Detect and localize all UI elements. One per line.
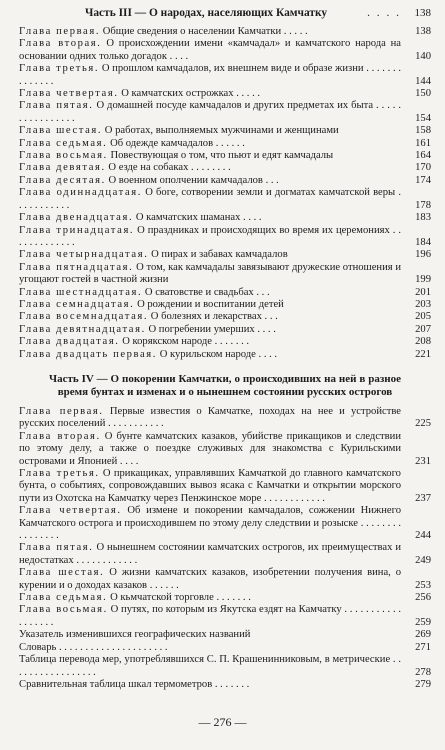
part-4-entries [19, 406, 431, 691]
toc-entry-page: 259 [415, 616, 431, 628]
toc-entry-page: 178 [415, 199, 431, 211]
toc-entry-page: 208 [415, 336, 431, 348]
toc-entry-title [19, 63, 401, 88]
toc-entry-title [19, 88, 401, 100]
chapter-title: Указатель изменившихся географических названий [19, 629, 251, 641]
toc-entry-title [19, 324, 401, 336]
chapter-title: Сравнительная таблица шкал термометров . . . . . . . [19, 678, 250, 690]
toc-entry-page: 271 [415, 641, 431, 653]
toc-entry-page: 203 [415, 298, 431, 310]
chapter-title: Словарь . . . . . . . . . . . . . . . . . . . . . [19, 641, 168, 653]
toc-entry [19, 324, 431, 336]
toc-entry-page: 170 [415, 162, 431, 174]
toc-entry-page: 174 [415, 174, 431, 186]
toc-entry-page: 183 [415, 212, 431, 224]
chapter-title: О военном ополчении камчадалов . . . [108, 174, 279, 186]
part-3-entries [19, 26, 431, 361]
toc-entry [19, 150, 431, 162]
toc-entry [19, 642, 431, 654]
toc-entry-title [19, 212, 401, 224]
chapter-title: О прошлом камчадалов, их внешнем виде и образе жизни . . . . . . . . . . . . . . [19, 63, 401, 87]
toc-entry [19, 287, 431, 299]
part-4-title: Часть IV — О покорении Камчатки, о происходивших на ней в разное время бунтах и изменах и о нынешнем состоянии русских острогов [49, 372, 401, 399]
toc-entry-title [19, 349, 401, 361]
toc-entry [19, 336, 431, 348]
chapter-label: Глава вторая. [19, 430, 101, 442]
toc-entry [19, 406, 431, 431]
chapter-title: О работах, выполняемых мужчинами и женщинами [104, 125, 339, 137]
chapter-label: Глава вторая. [19, 38, 102, 50]
chapter-title: О курильском народе . . . . [159, 348, 278, 360]
toc-entry [19, 542, 431, 567]
toc-entry-page: 184 [415, 236, 431, 248]
toc-entry-title [19, 654, 401, 679]
chapter-title: О корякском народе . . . . . . . [122, 336, 250, 348]
chapter-label: Глава шестая. [19, 125, 103, 137]
toc-entry-title [19, 592, 401, 604]
toc-entry-page: 199 [415, 274, 431, 286]
toc-entry-page: 205 [415, 311, 431, 323]
chapter-title: Общие сведения о населении Камчатки . . . . . [102, 26, 308, 37]
toc-entry-page: 207 [415, 323, 431, 335]
chapter-label: Глава тринадцатая. [19, 224, 135, 236]
toc-entry-title [19, 642, 401, 654]
chapter-title: О рождении и воспитании детей [137, 298, 284, 310]
chapter-title: Таблица перевода мер, употреблявшихся С. П. Крашенинниковым, в метрические . . . . . . . . . . . . . . . . . [19, 654, 401, 678]
chapter-label: Глава девятнадцатая. [19, 323, 146, 335]
chapter-label: Глава четырнадцатая. [19, 249, 149, 261]
chapter-title: О том, как камчадалы завязывают дружеские отношения и угощают гостей в частной жизни [19, 261, 401, 286]
chapter-title: О пирах и забавах камчадалов [151, 249, 288, 261]
chapter-label: Глава третья. [19, 468, 100, 479]
chapter-title: О путях, по которым из Якутска ездят на Камчатку . . . . . . . . . . . . . . . . . . [19, 604, 401, 628]
toc-entry [19, 567, 431, 592]
chapter-label: Глава десятая. [19, 174, 106, 186]
toc-entry-page: 244 [415, 530, 431, 542]
toc-entry [19, 262, 431, 287]
toc-entry-page: 237 [415, 492, 431, 504]
chapter-label: Глава первая. [19, 26, 101, 37]
toc-entry-page: 140 [415, 50, 431, 62]
toc-entry [19, 138, 431, 150]
toc-entry-title [19, 505, 401, 542]
chapter-title: О камчатских острожках . . . . . [121, 88, 261, 100]
toc-entry [19, 100, 431, 125]
chapter-title: Об одежде камчадалов . . . . . . [110, 137, 245, 149]
toc-entry [19, 505, 431, 542]
chapter-title: О боге, сотворении земли и догматах камчатской веры . . . . . . . . . . . [19, 187, 401, 211]
toc-entry [19, 249, 431, 261]
chapter-label: Глава двенадцатая. [19, 212, 134, 224]
toc-entry-page: 161 [415, 137, 431, 149]
toc-entry-title [19, 125, 401, 137]
chapter-title: О жизни камчатских казаков, изобретении получения вина, о курении и о доходах казаков . . . . . . [19, 567, 402, 591]
chapter-title: О происхождении имени «камчадал» и камчатского народа на основании одних только догадок . . . . [19, 38, 402, 62]
toc-entry-page: 221 [415, 348, 431, 360]
chapter-title: О езде на собаках . . . . . . . . [108, 162, 231, 174]
toc-entry-title [19, 431, 401, 468]
part-3-dots: . . . . [367, 7, 401, 19]
chapter-label: Глава восемнадцатая. [19, 311, 149, 323]
toc-page [19, 6, 431, 691]
toc-entry-page: 138 [415, 26, 431, 37]
chapter-label: Глава третья. [19, 63, 100, 75]
chapter-label: Глава четвертая. [19, 88, 119, 100]
toc-entry [19, 38, 431, 63]
chapter-label: Глава семнадцатая. [19, 298, 135, 310]
chapter-title: О бунте камчатских казаков, убийстве прикащиков и следствии по этому делу, а также о поездке служивых для знакомства с Курильскими островами и Японией . . . . [19, 430, 401, 467]
part-4-heading [19, 373, 431, 400]
toc-entry-title [19, 249, 401, 261]
toc-entry [19, 175, 431, 187]
chapter-label: Глава двадцатая. [19, 336, 120, 348]
toc-entry-page: 225 [415, 418, 431, 430]
toc-entry [19, 88, 431, 100]
toc-entry-title [19, 138, 401, 150]
toc-entry-title [19, 629, 401, 641]
toc-entry [19, 311, 431, 323]
toc-entry [19, 162, 431, 174]
toc-entry [19, 468, 431, 505]
chapter-title: Первые известия о Камчатке, походах на нее и устройстве русских поселений . . . . . . . . . . . [19, 405, 401, 430]
chapter-label: Глава восьмая. [19, 604, 108, 616]
toc-entry-page: 164 [415, 150, 431, 162]
toc-entry-title [19, 162, 401, 174]
toc-entry-title [19, 26, 401, 38]
chapter-label: Глава двадцать первая. [19, 348, 158, 360]
toc-entry-title [19, 406, 401, 431]
chapter-title: О погребении умерших . . . . [148, 323, 276, 335]
toc-entry-title [19, 100, 401, 125]
toc-entry-page: 154 [415, 112, 431, 124]
chapter-label: Глава первая. [19, 405, 104, 417]
toc-entry-page: 256 [415, 592, 431, 604]
toc-entry-title [19, 336, 401, 348]
chapter-label: Глава седьмая. [19, 592, 108, 604]
chapter-label: Глава пятая. [19, 542, 94, 554]
toc-entry-page: 279 [415, 678, 431, 690]
toc-entry-title [19, 679, 401, 691]
toc-entry [19, 604, 431, 629]
toc-entry-page: 150 [415, 88, 431, 100]
chapter-label: Глава девятая. [19, 162, 106, 174]
toc-entry-page: 144 [415, 75, 431, 87]
toc-entry-page: 201 [415, 286, 431, 298]
chapter-label: Глава шестая. [19, 567, 105, 579]
toc-entry-title [19, 604, 401, 629]
chapter-label: Глава шестнадцатая. [19, 286, 143, 298]
chapter-title: О камчатских шаманах . . . . [135, 212, 262, 224]
toc-entry-title [19, 567, 401, 592]
toc-entry [19, 212, 431, 224]
chapter-label: Глава восьмая. [19, 150, 108, 162]
chapter-title: О кьмчатской торговле . . . . . . . [110, 592, 251, 604]
toc-entry-page: 231 [415, 455, 431, 467]
toc-entry-page: 158 [415, 125, 431, 137]
toc-entry-title [19, 262, 401, 287]
toc-entry [19, 629, 431, 641]
toc-entry-title [19, 299, 401, 311]
part-3-heading [19, 6, 431, 20]
toc-entry-page: 249 [415, 554, 431, 566]
toc-entry-title [19, 225, 401, 250]
toc-entry [19, 299, 431, 311]
toc-entry-title [19, 542, 401, 567]
toc-entry [19, 187, 431, 212]
toc-entry [19, 679, 431, 691]
toc-entry [19, 26, 431, 38]
toc-entry-page: 196 [415, 249, 431, 261]
toc-entry-title [19, 468, 401, 505]
toc-entry-title [19, 38, 401, 63]
chapter-title: О праздниках и происходящих во время их церемониях . . . . . . . . . . . . . [19, 224, 401, 248]
part-3-page: 138 [414, 7, 431, 19]
chapter-title: Повествующая о том, что пьют и едят камчадалы [110, 150, 334, 162]
chapter-label: Глава пятая. [19, 100, 94, 112]
toc-entry-title [19, 150, 401, 162]
toc-entry [19, 654, 431, 679]
part-3-title: Часть III — О народах, населяющих Камчатку [85, 7, 328, 19]
toc-entry [19, 431, 431, 468]
toc-entry [19, 225, 431, 250]
toc-entry [19, 349, 431, 361]
chapter-title: О нынешнем состоянии камчатских острогов, их преимуществах и недостатках . . . . . . . . . . . . [19, 542, 401, 566]
chapter-label: Глава одиннадцатая. [19, 187, 143, 199]
toc-entry-page: 269 [415, 629, 431, 641]
chapter-title: О сватовстве и свадьбах . . . [144, 286, 270, 298]
toc-entry-title [19, 187, 401, 212]
chapter-title: О прикащиках, управлявших Камчаткой до главного камчатского бунта, о событиях, сопровождавших вывоз ясака с Камчатки и открытии морского пути из Охотска на Камчатку через Пенжинское море . . . . . . . . . . . . [19, 468, 401, 504]
page-number: — 276 — [198, 715, 247, 729]
toc-entry-title [19, 175, 401, 187]
toc-entry-title [19, 287, 401, 299]
chapter-title: Об измене и покорении камчадалов, сожжении Нижнего Камчатского острога и происходившем по этому делу следствии и розыске . . . . . . . . . . . . . . . . [19, 505, 401, 542]
chapter-label: Глава четвертая. [19, 505, 122, 517]
toc-entry-title [19, 311, 401, 323]
toc-entry-page: 278 [415, 666, 431, 678]
toc-entry [19, 592, 431, 604]
chapter-label: Глава седьмая. [19, 137, 108, 149]
chapter-label: Глава пятнадцатая. [19, 261, 134, 273]
chapter-title: О болезнях и лекарствах . . . [150, 311, 278, 323]
toc-entry-page: 253 [415, 579, 431, 591]
chapter-title: О домашней посуде камчадалов и других предметах их быта . . . . . . . . . . . . . . . . [19, 100, 402, 124]
toc-entry [19, 63, 431, 88]
toc-entry [19, 125, 431, 137]
